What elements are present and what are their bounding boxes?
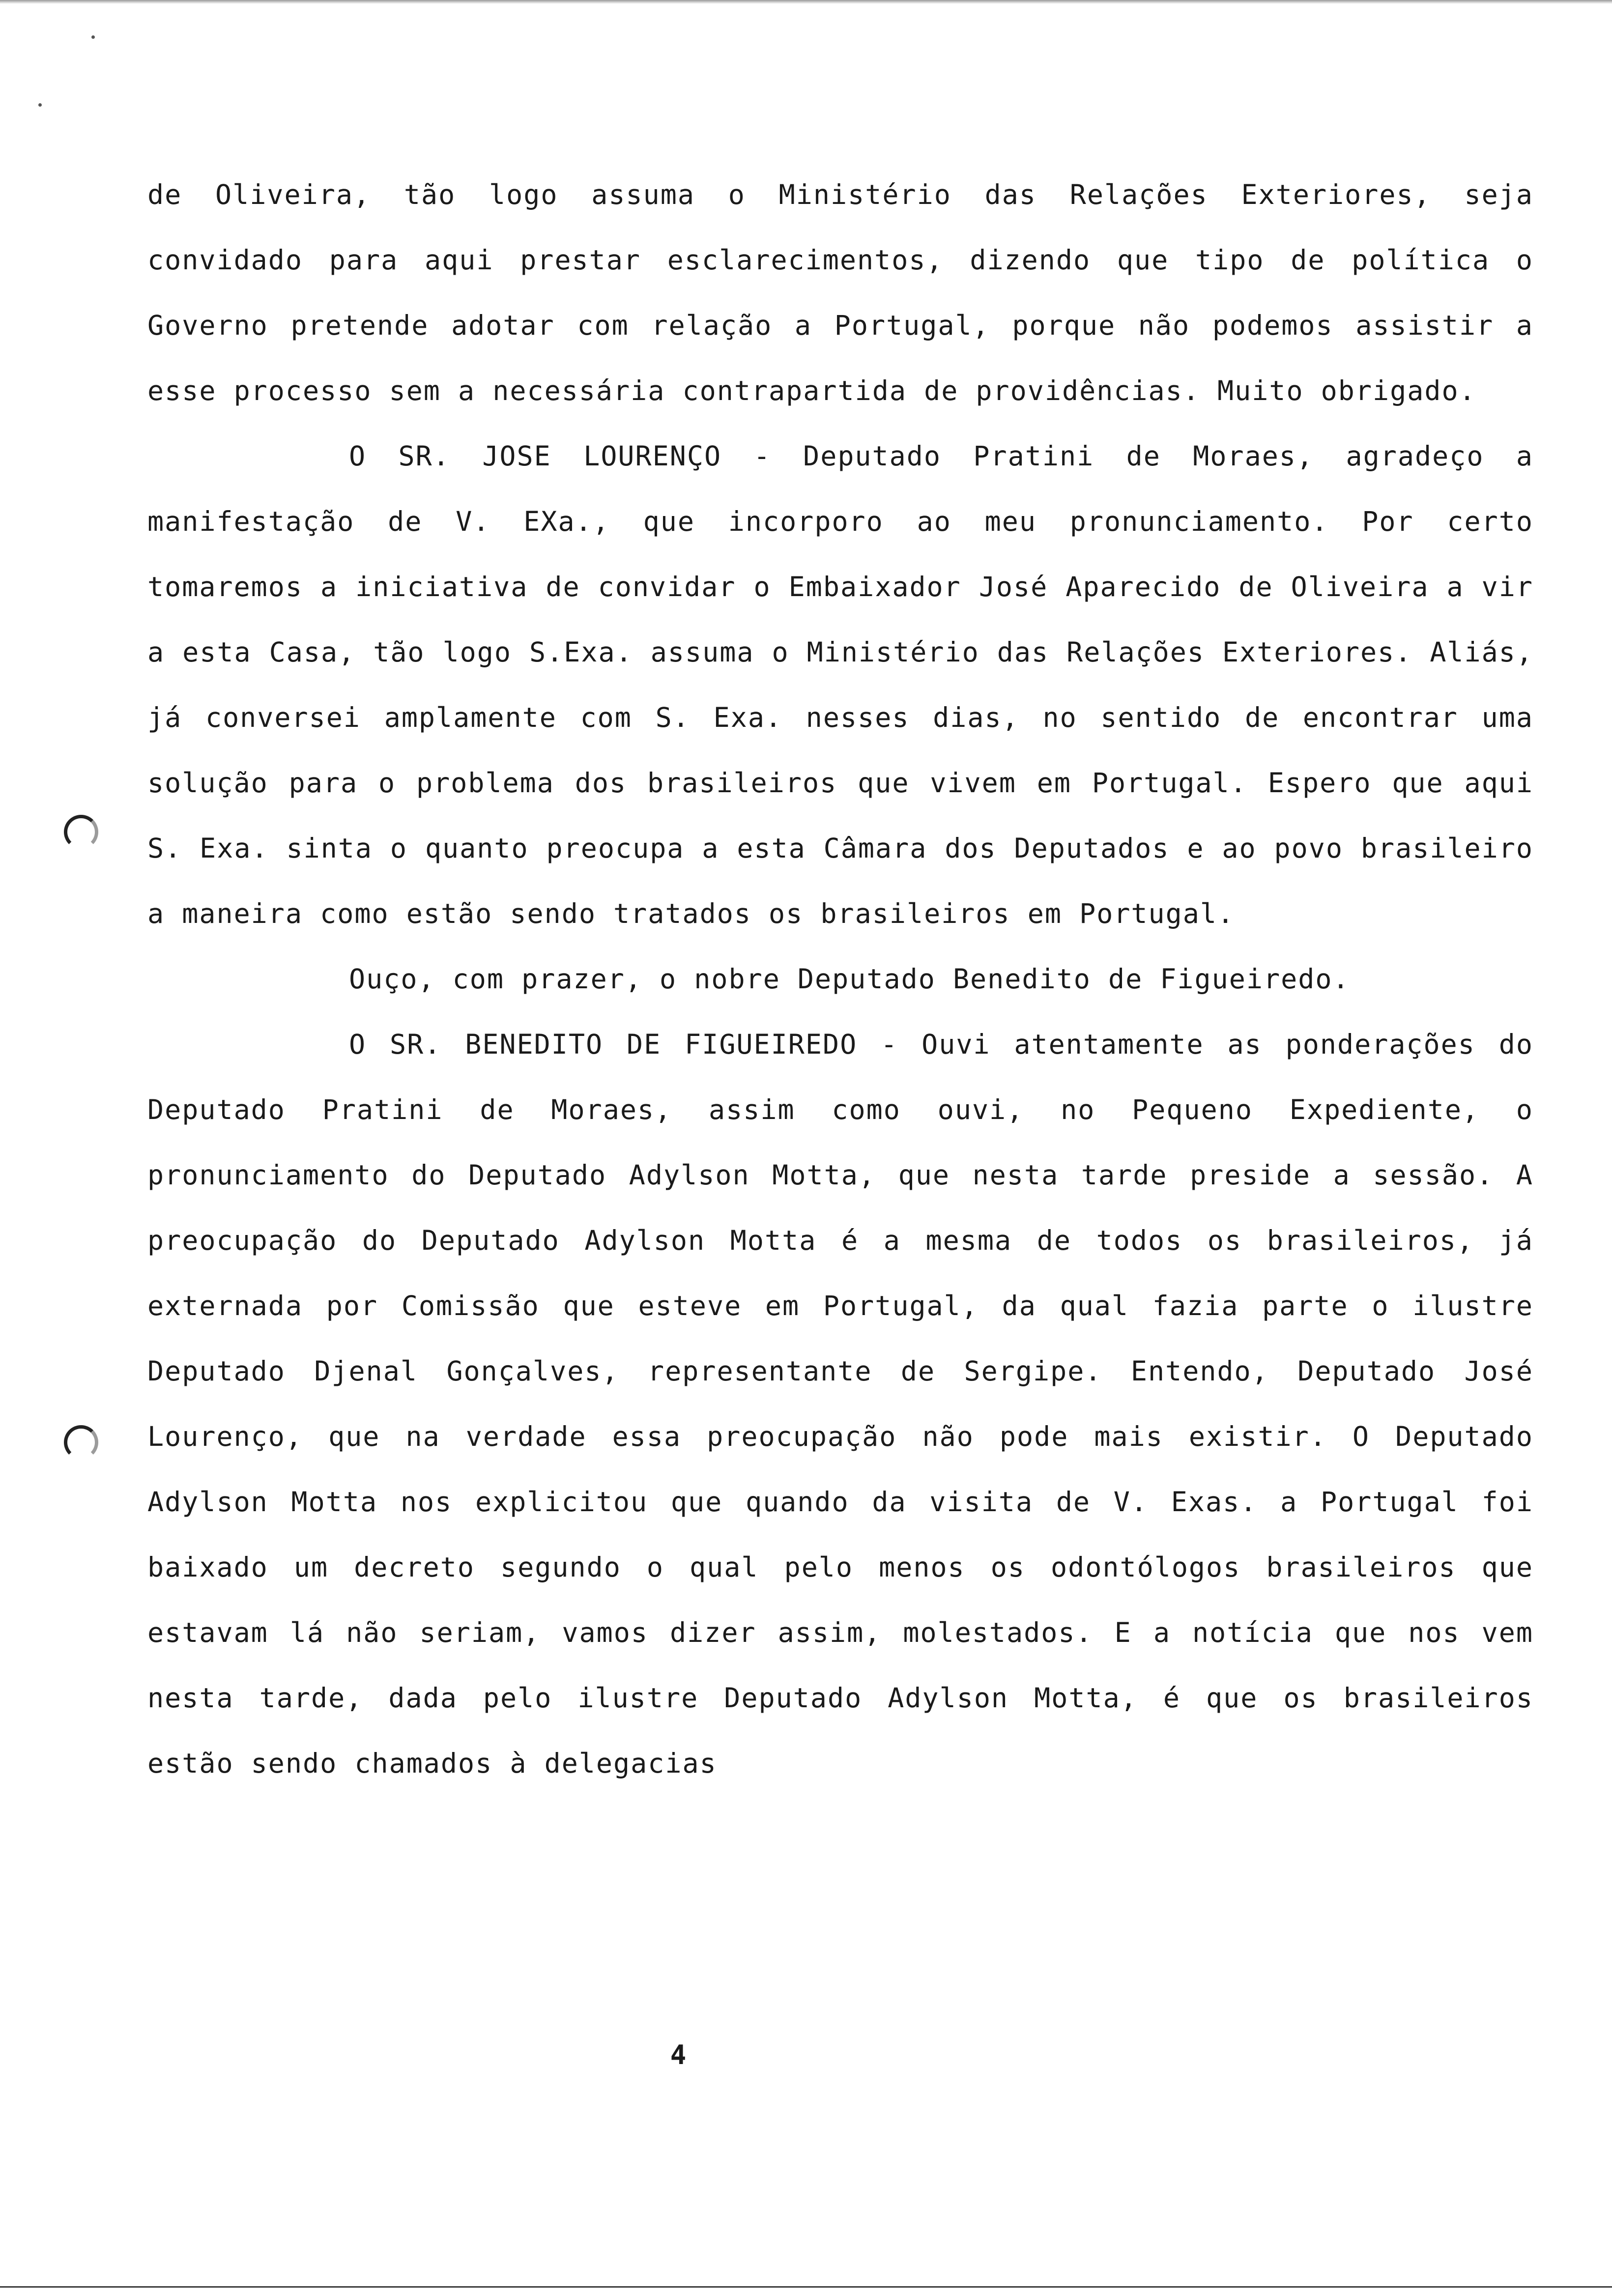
scan-top-edge [0, 0, 1612, 4]
punch-hole-icon [64, 815, 98, 849]
punch-hole-icon [64, 1425, 98, 1460]
scan-speck [91, 35, 95, 39]
body-text [147, 162, 1533, 1796]
scan-speck [38, 103, 42, 107]
scan-bottom-rule [0, 2286, 1612, 2288]
paragraph-jose-lourenco: O SR. JOSE LOURENÇO - Deputado Pratini de Moraes, agradeço a manifestação de V. EXa., que incorporo ao meu pronunciamento. Por certo tomaremos a iniciativa de convidar o Embaixador José Aparecido de Oliveira a vir a esta Casa, tão logo S.Exa. assuma o Ministério das Relações Exteriores. Aliás, já conversei amplamente com S. Exa. nesses dias, no sentido de encontrar uma solução para o problema dos brasileiros que vivem em Portugal. Espero que aqui S. Exa. sinta o quanto preocupa a esta Câmara dos Deputados e ao povo brasileiro a maneira como estão sendo tratados os brasileiros em Portugal. [147, 440, 1533, 929]
page-number: 4 [670, 2039, 687, 2070]
paragraph-yield-floor: Ouço, com prazer, o nobre Deputado Benedito de Figueiredo. [349, 963, 1350, 995]
paragraph-benedito-de-figueiredo: O SR. BENEDITO DE FIGUEIREDO - Ouvi atentamente as ponderações do Deputado Pratini de Moraes, assim como ouvi, no Pequeno Expediente, o pronunciamento do Deputado Adylson Motta, que nesta tarde preside a sessão. A preocupação do Deputado Adylson Motta é a mesma de todos os brasileiros, já externada por Comissão que esteve em Portugal, da qual fazia parte o ilustre Deputado Djenal Gonçalves, representante de Sergipe. Entendo, Deputado José Lourenço, que na verdade essa preocupação não pode mais existir. O Deputado Adylson Motta nos explicitou que quando da visita de V. Exas. a Portugal foi baixado um decreto segundo o qual pelo menos os odontólogos brasileiros que estavam lá não seriam, vamos dizer assim, molestados. E a notícia que nos vem nesta tarde, dada pelo ilustre Deputado Adylson Motta, é que os brasileiros estão sendo chamados à delegacias [147, 1029, 1533, 1779]
paragraph-continuation: de Oliveira, tão logo assuma o Ministério das Relações Exteriores, seja convidado para aqui prestar esclarecimentos, dizendo que tipo de política o Governo pretende adotar com relação a Portugal, porque não podemos assistir a esse processo sem a necessária contrapartida de providências. Muito obrigado. [147, 179, 1533, 406]
